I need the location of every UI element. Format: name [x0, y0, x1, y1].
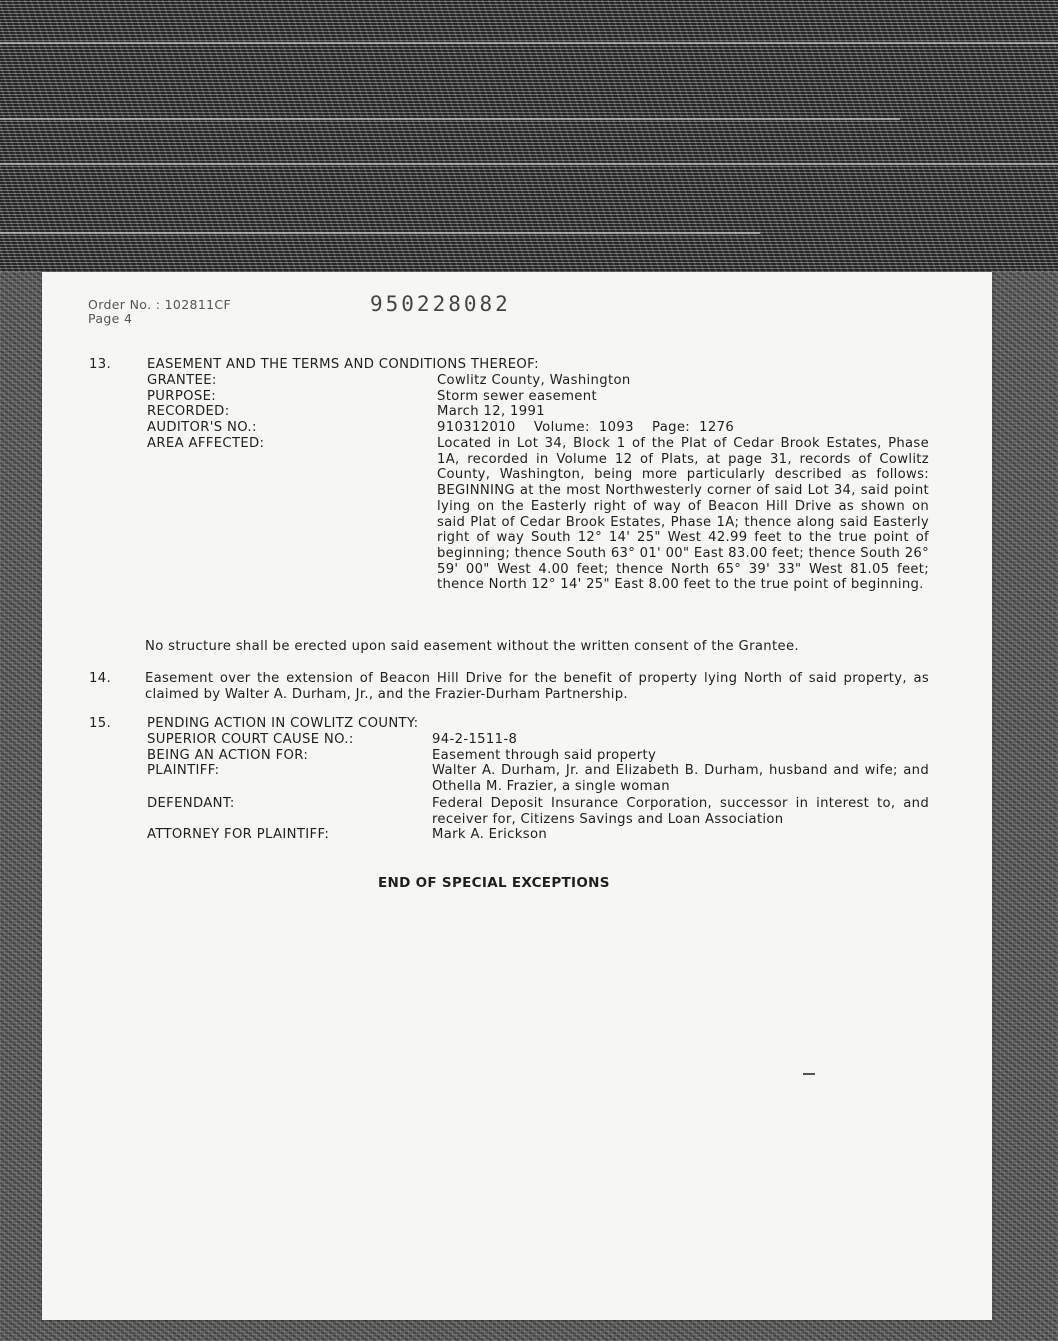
item-13-note: No structure shall be erected upon said easement without the written consent of the Grantee.: [145, 639, 799, 654]
item-13-heading: EASEMENT AND THE TERMS AND CONDITIONS THEREOF:: [147, 357, 539, 372]
action-value: Easement through said property: [432, 748, 657, 763]
purpose-label: PURPOSE:: [147, 389, 217, 404]
plaintiff-value: Walter A. Durham, Jr. and Elizabeth B. Durham, husband and wife; and Othella M. Frazier, a single woman: [432, 763, 929, 794]
item-15-number: 15.: [89, 716, 112, 731]
scan-noise-top: [0, 0, 1058, 272]
cause-number-value: 94-2-1511-8: [432, 732, 518, 747]
grantee-label: GRANTEE:: [147, 373, 217, 388]
document-number: 950228082: [370, 292, 511, 316]
scan-band: [0, 42, 1058, 44]
auditor-value: 910312010 Volume: 1093 Page: 1276: [437, 420, 735, 435]
item-14-number: 14.: [89, 671, 112, 686]
action-label: BEING AN ACTION FOR:: [147, 748, 309, 763]
item-13-number: 13.: [89, 357, 112, 372]
item-14-text: Easement over the extension of Beacon Hill Drive for the benefit of property lying North of said property, as claimed by Walter A. Durham, Jr., and the Frazier-Durham Partnership.: [145, 671, 929, 702]
purpose-value: Storm sewer easement: [437, 389, 598, 404]
area-affected-label: AREA AFFECTED:: [147, 436, 265, 451]
area-affected-description: Located in Lot 34, Block 1 of the Plat of Cedar Brook Estates, Phase 1A, recorded in Volume 12 of Plats, at page 31, records of Cowlitz County, Washington, being more particularly described as follows: BEGINNING at the most Northwesterly corner of said Lot 34, said point lying on the Easterly right of way of Beacon Hill Drive as shown on said Plat of Cedar Brook Estates, Phase 1A; thence along said Easterly right of way South 12° 14' 25" West 42.99 feet to the true point of beginning; thence South 63° 01' 00" East 83.00 feet; thence South 26° 59' 00" West 4.00 feet; thence North 65° 39' 33" West 81.05 feet; thence North 12° 14' 25" East 8.00 feet to the true point of beginning.: [437, 436, 929, 593]
recorded-value: March 12, 1991: [437, 404, 546, 419]
end-of-exceptions: END OF SPECIAL EXCEPTIONS: [378, 875, 610, 891]
auditor-label: AUDITOR'S NO.:: [147, 420, 257, 435]
stray-mark: [803, 1073, 815, 1075]
cause-number-label: SUPERIOR COURT CAUSE NO.:: [147, 732, 354, 747]
attorney-label: ATTORNEY FOR PLAINTIFF:: [147, 827, 330, 842]
plaintiff-label: PLAINTIFF:: [147, 763, 220, 778]
item-15-heading: PENDING ACTION IN COWLITZ COUNTY:: [147, 716, 419, 731]
defendant-label: DEFENDANT:: [147, 796, 235, 811]
page-number: Page 4: [88, 311, 133, 326]
attorney-value: Mark A. Erickson: [432, 827, 548, 842]
defendant-value: Federal Deposit Insurance Corporation, successor in interest to, and receiver for, Citizens Savings and Loan Association: [432, 796, 929, 827]
scan-band: [0, 163, 1058, 165]
scan-band: [0, 232, 760, 234]
scan-band: [0, 118, 900, 120]
recorded-label: RECORDED:: [147, 404, 230, 419]
order-number: Order No. : 102811CF: [88, 297, 232, 312]
grantee-value: Cowlitz County, Washington: [437, 373, 631, 388]
